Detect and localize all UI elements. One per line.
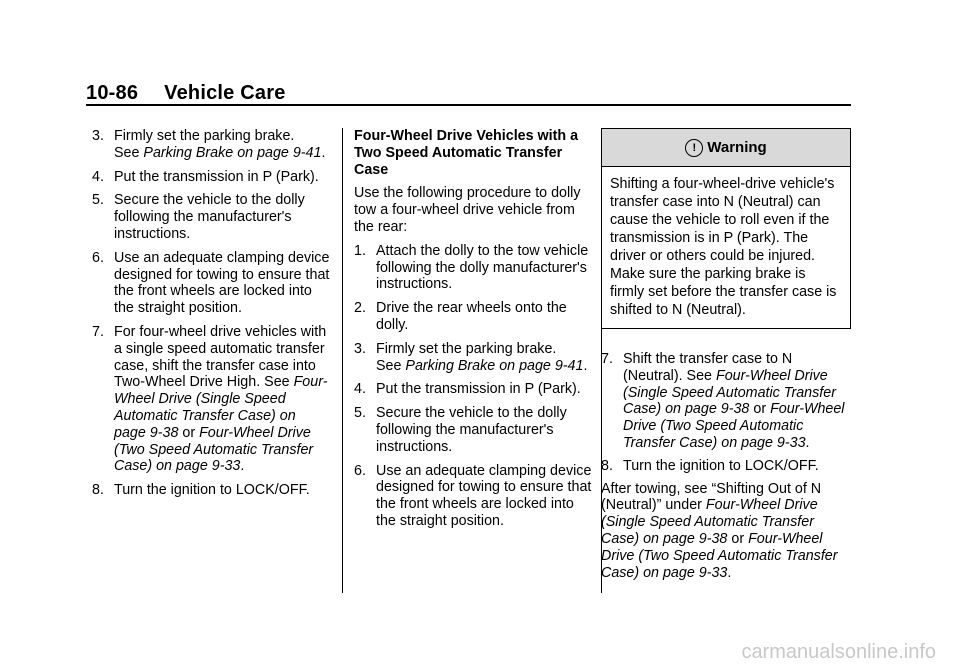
cross-reference-link[interactable]: Four-Wheel Drive (Single Speed Automatic Transfer Case) on page 9-38: [623, 367, 836, 418]
cross-reference-link[interactable]: Four-Wheel Drive (Two Speed Automatic Transfer Case) on page 9-33: [114, 424, 314, 475]
warning-title: Warning: [707, 139, 767, 156]
list-item: 8. Turn the ignition to LOCK/OFF.: [92, 482, 310, 499]
cross-reference-link[interactable]: Four-Wheel Drive (Two Speed Automatic Transfer Case) on page 9-33: [623, 401, 845, 451]
cross-reference-link[interactable]: Four-Wheel Drive (Two Speed Automatic Transfer Case) on page 9-33: [601, 530, 838, 581]
warning-icon: !: [685, 139, 703, 157]
list-item: 4. Put the transmission in P (Park).: [354, 381, 581, 398]
cross-reference-link[interactable]: Parking Brake on page 9-41: [143, 144, 322, 161]
after-towing-paragraph: After towing, see “Shifting Out of N (Neutral)” under Four-Wheel Drive (Single Speed Automatic Transfer Case) on page 9-38 or Four-Wheel Drive (Two Speed Automatic Transfer Case) on page 9-33.: [601, 480, 838, 581]
header-rule: [86, 104, 851, 106]
page-header: [86, 82, 286, 105]
column-divider-1: [342, 128, 343, 593]
list-item: 7. For four-wheel drive vehicles with a single speed automatic transfer case, shift the transfer case into Two-Wheel Drive High. See Four-Wheel Drive (Single Speed Automatic Transfer Case) on page 9-38 or Four-Wheel Drive (Two Speed Automatic Transfer Case) on page 9-33.: [92, 323, 328, 475]
list-item: 2. Drive the rear wheels onto the dolly.: [354, 300, 567, 333]
list-item: 6. Use an adequate clamping device designed for towing to ensure that the front wheels are locked into the straight position.: [92, 249, 330, 317]
cross-reference-link[interactable]: Four-Wheel Drive (Single Speed Automatic Transfer Case) on page 9-38: [601, 497, 818, 547]
list-item: 3. Firmly set the parking brake. See Parking Brake on page 9-41.: [354, 340, 588, 374]
warning-header: [602, 129, 850, 167]
cross-reference-link[interactable]: Four-Wheel Drive (Single Speed Automatic Transfer Case) on page 9-38: [114, 374, 328, 441]
list-item: 4. Put the transmission in P (Park).: [92, 168, 319, 185]
warning-box: [601, 128, 851, 329]
watermark: carmanualsonline.info: [741, 641, 936, 663]
list-item: 8. Turn the ignition to LOCK/OFF.: [601, 457, 819, 474]
list-item: 5. Secure the vehicle to the dolly following the manufacturer's instructions.: [354, 405, 567, 455]
column-1: [92, 128, 330, 506]
column-2: [354, 128, 592, 537]
list-item: 7. Shift the transfer case to N (Neutral). See Four-Wheel Drive (Single Speed Automatic Transfer Case) on page 9-38 or Four-Wheel Drive (Two Speed Automatic Transfer Case) on page 9-33.: [601, 351, 845, 451]
list-item: 3. Firmly set the parking brake. See Parking Brake on page 9-41.: [92, 128, 326, 161]
page-number: 10-86: [86, 82, 139, 104]
warning-body: Shifting a four-wheel-drive vehicle's transfer case into N (Neutral) can cause the vehicle to roll even if the transmission is in P (Park). The driver or others could be injured. Make sure the parking brake is firmly set before the transfer case is shifted to N (Neutral).: [610, 176, 837, 318]
cross-reference-link[interactable]: Parking Brake on page 9-41: [405, 357, 584, 374]
list-item: 1. Attach the dolly to the tow vehicle following the dolly manufacturer's instructions.: [354, 242, 589, 293]
intro-paragraph: Use the following procedure to dolly tow a four-wheel drive vehicle from the rear:: [354, 185, 581, 235]
column-3: [601, 128, 853, 588]
list-item: 6. Use an adequate clamping device designed for towing to ensure that the front wheels are locked into the straight position.: [354, 462, 592, 529]
section-title: Vehicle Care: [164, 82, 286, 104]
list-item: 5. Secure the vehicle to the dolly following the manufacturer's instructions.: [92, 192, 305, 242]
section-heading: Four-Wheel Drive Vehicles with a Two Speed Automatic Transfer Case: [354, 128, 579, 178]
